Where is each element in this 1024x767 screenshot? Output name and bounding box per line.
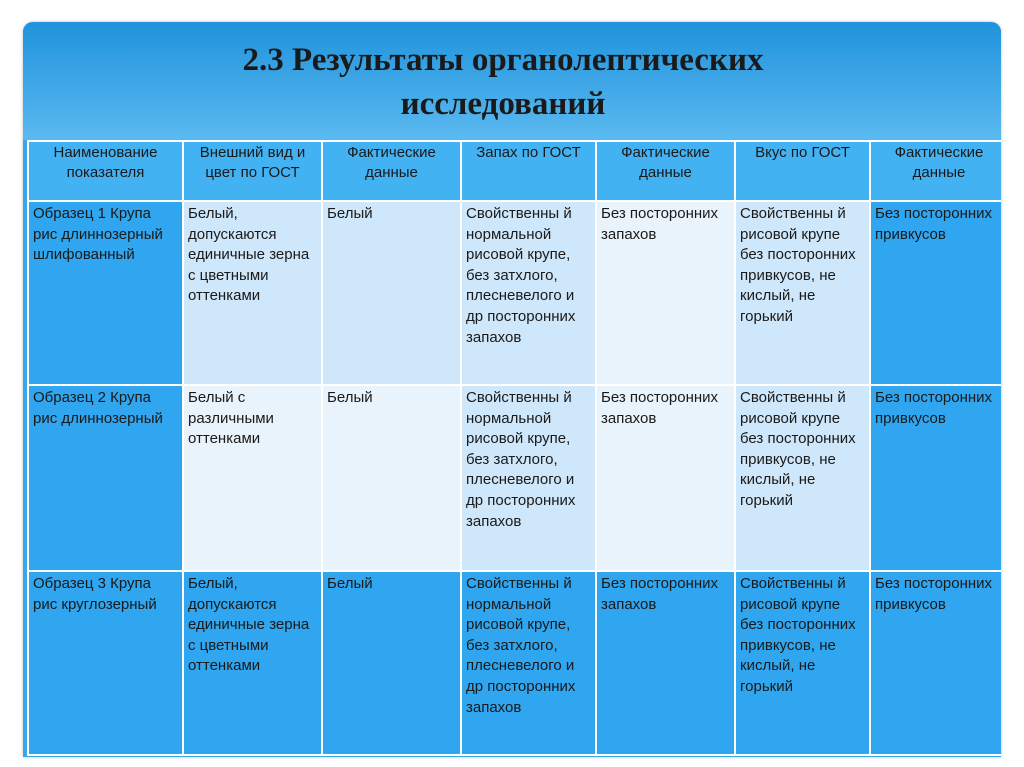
- taste-actual-cell: Без посторонних привкусов: [870, 385, 1001, 571]
- header-smell-actual: Фактические данные: [596, 141, 735, 201]
- appearance-gost-cell: Белый, допускаются единичные зерна с цветными оттенками: [183, 571, 322, 755]
- appearance-gost-cell: Белый с различными оттенками: [183, 385, 322, 571]
- title-line-1: 2.3 Результаты органолептических: [242, 42, 764, 78]
- appearance-gost-cell: Белый, допускаются единичные зерна с цветными оттенками: [183, 201, 322, 385]
- smell-gost-cell: Свойственны й нормальной рисовой крупе, без затхлого, плесневелого и др посторонних запахов: [461, 385, 596, 571]
- appearance-actual-cell: Белый: [322, 201, 461, 385]
- header-appearance-gost: Внешний вид и цвет по ГОСТ: [183, 141, 322, 201]
- table-row: [28, 571, 1001, 755]
- appearance-actual-cell: Белый: [322, 571, 461, 755]
- taste-actual-cell: Без посторонних привкусов: [870, 201, 1001, 385]
- smell-actual-cell: Без посторонних запахов: [596, 201, 735, 385]
- table-header-row: [28, 141, 1001, 201]
- taste-actual-cell: Без посторонних привкусов: [870, 571, 1001, 755]
- appearance-actual-cell: Белый: [322, 385, 461, 571]
- smell-actual-cell: Без посторонних запахов: [596, 385, 735, 571]
- smell-gost-cell: Свойственны й нормальной рисовой крупе, без затхлого, плесневелого и др посторонних запахов: [461, 201, 596, 385]
- taste-gost-cell: Свойственны й рисовой крупе без посторонних привкусов, не кислый, не горький: [735, 385, 870, 571]
- slide: [23, 22, 1001, 757]
- smell-actual-cell: Без посторонних запахов: [596, 571, 735, 755]
- taste-gost-cell: Свойственны й рисовой крупе без посторонних привкусов, не кислый, не горький: [735, 571, 870, 755]
- header-taste-actual: Фактические данные: [870, 141, 1001, 201]
- table-row: [28, 385, 1001, 571]
- taste-gost-cell: Свойственны й рисовой крупе без посторонних привкусов, не кислый, не горький: [735, 201, 870, 385]
- header-indicator-name: Наименование показателя: [28, 141, 183, 201]
- header-smell-gost: Запах по ГОСТ: [461, 141, 596, 201]
- smell-gost-cell: Свойственны й нормальной рисовой крупе, без затхлого, плесневелого и др посторонних запахов: [461, 571, 596, 755]
- slide-title: [23, 38, 983, 126]
- results-table: [27, 140, 1001, 756]
- header-taste-gost: Вкус по ГОСТ: [735, 141, 870, 201]
- sample-name-cell: Образец 1 Крупа рис длиннозерный шлифованный: [28, 201, 183, 385]
- sample-name-cell: Образец 2 Крупа рис длиннозерный: [28, 385, 183, 571]
- header-appearance-actual: Фактические данные: [322, 141, 461, 201]
- sample-name-cell: Образец 3 Крупа рис круглозерный: [28, 571, 183, 755]
- title-line-2: исследований: [400, 86, 606, 122]
- table-row: [28, 201, 1001, 385]
